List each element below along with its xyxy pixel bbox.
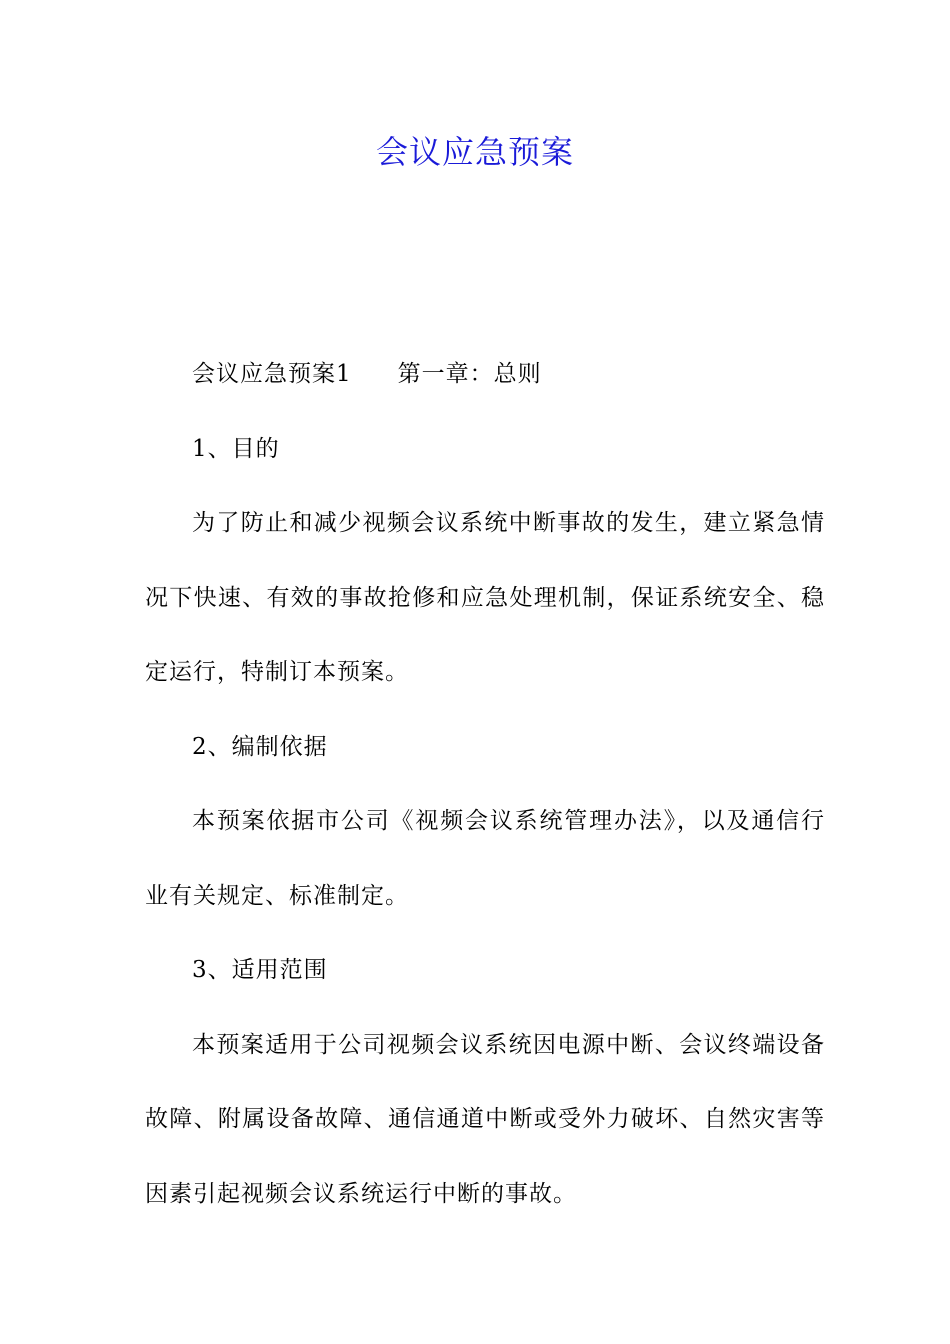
section-1-text: 为了防止和减少视频会议系统中断事故的发生，建立紧急情况下快速、有效的事故抢修和应急处理机制，保证系统安全、稳定运行，特制订本预案。	[145, 510, 825, 685]
document-body	[145, 337, 825, 1231]
section-3-heading: 3、适用范围	[192, 957, 328, 983]
section-2-text: 本预案依据市公司《视频会议系统管理办法》，以及通信行业有关规定、标准制定。	[145, 808, 825, 909]
intro-left: 会议应急预案1	[192, 361, 352, 387]
section-1-heading: 1、目的	[192, 435, 280, 462]
intro-line	[145, 337, 825, 412]
section-2-heading: 2、编制依据	[192, 733, 328, 760]
chapter-heading: 第一章：总则	[397, 361, 542, 387]
document-title: 会议应急预案	[375, 133, 574, 171]
section-3-text: 本预案适用于公司视频会议系统因电源中断、会议终端设备故障、附属设备故障、通信通道中断或受外力破坏、自然灾害等因素引起视频会议系统运行中断的事故。	[145, 1031, 825, 1207]
